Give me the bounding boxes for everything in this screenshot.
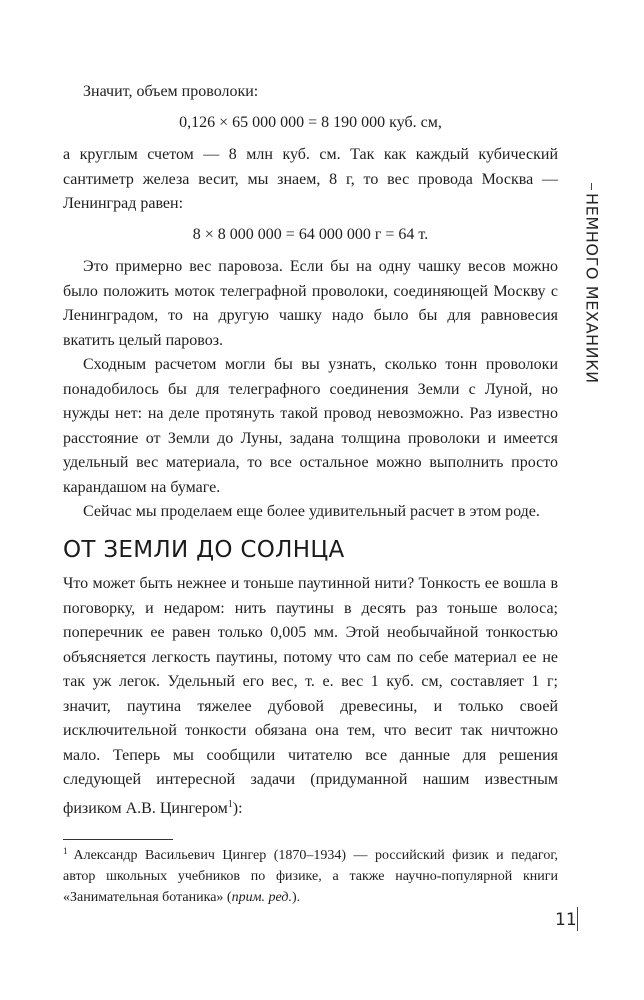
formula: 8 × 8 000 000 = 64 000 000 г = 64 т. [192, 225, 429, 243]
text-block-bottom [63, 572, 558, 821]
footnote-text: Александр Васильевич Цингер (1870–1934) — российский физик и педагог, автор школьных учебников по физике, а также научно-популярной книги «Занимательная ботаника» ( [63, 848, 558, 905]
footnote-italic: прим. ред. [231, 890, 292, 905]
running-head: НЕМНОГО МЕХАНИКИ [582, 193, 602, 384]
side-divider [591, 183, 592, 190]
footnote [63, 841, 558, 908]
paragraph: Это примерно вес паровоза. Если бы на одну чашку весов можно было положить моток телеграфной проволоки, соединяющей Москву с Ленинградом, то на другую чашку надо было бы для равновесия вкатить целый паровоз. [63, 258, 558, 349]
footnote-reference[interactable]: 1 [227, 798, 233, 810]
paragraph: Значит, объем проволоки: [83, 83, 259, 100]
paragraph [63, 572, 558, 821]
paragraph-text: Что может быть нежнее и тоньше паутинной нити? Тонкость ее вошла в поговорку, и недаром: нить паутины в десять раз тоньше волоса; поперечник ее равен только 0,005 мм. Этой необычайной тонкостью объясняется легкость паутины, потому что сам по себе материал ее не так уж легок. Удельный его вес, т. е. вес 1 куб. см, составляет 1 г; значит, паутина тяжелее дубовой древесины, и только своей исключительной тонкости обязана она тем, что весит так ничтожно мало. Теперь мы сообщили читателю все данные для решения следующей интересной задачи (придуманной нашим известным физиком А.В. Цингером [63, 575, 558, 817]
footnote-divider [63, 839, 173, 840]
paragraph: а круглым счетом — 8 млн куб. см. Так как каждый кубический сантиметр железа весит, мы знаем, 8 г, то вес провода Москва — Ленинград равен: [63, 146, 558, 212]
section-heading: ОТ ЗЕМЛИ ДО СОЛНЦА [63, 537, 345, 563]
formula: 0,126 × 65 000 000 = 8 190 000 куб. см, [179, 113, 442, 131]
footnote-mark: 1 [63, 846, 68, 856]
footnote-text-end: ). [291, 890, 301, 905]
page-number-divider [577, 907, 578, 931]
paragraph-text-end: ): [232, 799, 243, 817]
paragraph: Сейчас мы проделаем еще более удивительный расчет в этом роде. [83, 503, 540, 520]
page-number: 11 [555, 910, 577, 930]
text-block-top [63, 80, 558, 525]
paragraph: Сходным расчетом могли бы вы узнать, сколько тонн проволоки понадобилось бы для телеграфного соединения Земли с Луной, но нужды нет: на деле протянуть такой провод невозможно. Раз известно расстояние от Земли до Луны, задана толщина проволоки и имеется удельный вес материала, то все остальное можно выполнить просто карандашом на бумаге. [63, 356, 558, 496]
